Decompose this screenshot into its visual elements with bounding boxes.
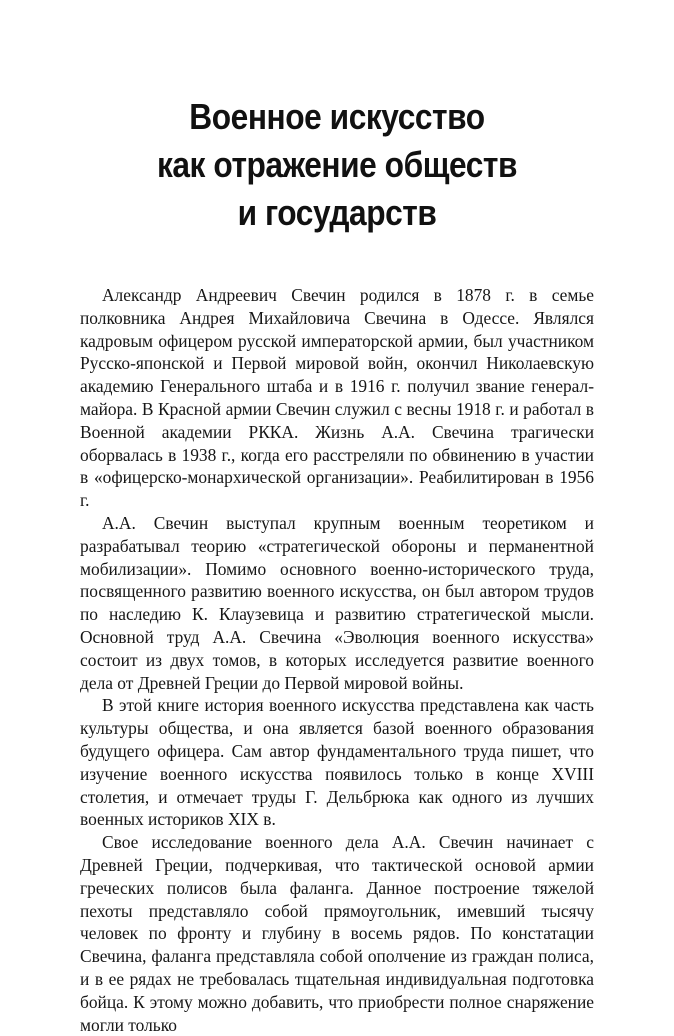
paragraph-1: Александр Андреевич Свечин родился в 1878 г. в семье полковника Андрея Михайловича Свечина в Одессе. Являлся кадровым офицером русской императорской армии, был участником Русско-японской и Первой мировой войн, окончил Николаевскую академию Генерального штаба и в 1916 г. получил звание генерал-майора. В Красной армии Свечин служил с весны 1918 г. и работал в Военной академии РККА. Жизнь А.А. Свечина трагически оборвалась в 1938 г., когда его расстреляли по обвинению в участии в «офицерско-монархической организации». Реабилитирован в 1956 г.: [80, 285, 594, 511]
chapter-title-line-1: Военное искусство: [189, 96, 485, 137]
paragraph-3: В этой книге история военного искусства представлена как часть культуры общества, и она является базой военного образования будущего офицера. Сам автор фундаментального труда пишет, что изучение военного искусства появилось только в конце XVIII столетия, и отмечает труды Г. Дельбрюка как одного из лучших военных историков XIX в.: [80, 695, 594, 830]
chapter-title: [111, 93, 563, 237]
paragraph-2: А.А. Свечин выступал крупным военным теоретиком и разрабатывал теорию «стратегической обороны и перманентной мобилизации». Помимо основного военно-исторического труда, посвященного развитию военного искусства, он был автором трудов по наследию К. Клаузевица и развитию стратегической мысли. Основной труд А.А. Свечина «Эволюция военного искусства» состоит из двух томов, в которых исследуется развитие военного дела от Древней Греции до Первой мировой войны.: [80, 512, 594, 693]
chapter-title-line-3: и государств: [237, 192, 437, 233]
chapter-body: [80, 284, 594, 1036]
paragraph-4: Свое исследование военного дела А.А. Свечин начинает с Древней Греции, подчеркивая, что тактической основой армии греческих полисов была фаланга. Данное построение тяжелой пехоты представляло собой прямоугольник, имевший тысячу человек по фронту и глубину в восемь рядов. По констатации Свечина, фаланга представляла собой ополчение из граждан полиса, и в ее рядах не требовалась тщательная индивидуальная подготовка бойца. К этому можно добавить, что приобрести полное снаряжение могли только: [80, 832, 594, 1035]
chapter-title-line-2: как отражение обществ: [156, 144, 518, 185]
